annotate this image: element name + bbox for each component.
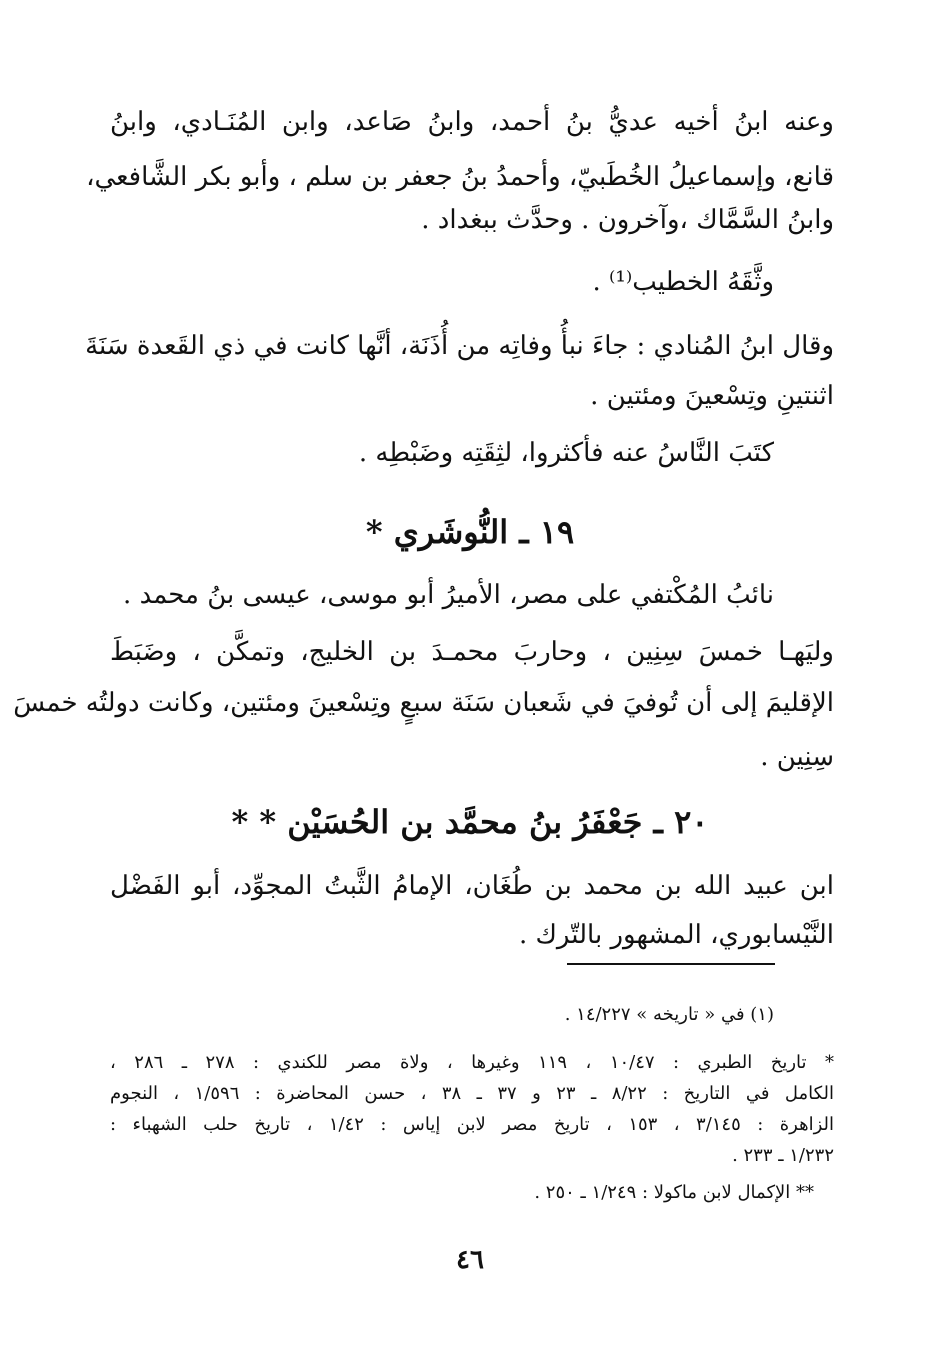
body-line: النَّيْسابوري، المشهور بالتّرك . <box>518 920 834 950</box>
body-line: قانع، وإسماعيلُ الخُطَبيّ، وأحمدُ بنُ جعفر بن سلم ، وأبو بكر الشَّافعي، <box>86 162 834 192</box>
body-line: اثنتينِ وتِسْعينَ ومئتين . <box>590 381 834 411</box>
body-line: كتَبَ النَّاسُ عنه فأكثروا، لثِقَتِه وضَبْطِه . <box>358 438 774 468</box>
footnote: ** الإكمال لابن ماكولا : ١/٢٤٩ ـ ٢٥٠ . <box>534 1182 814 1203</box>
entry-heading: ٢٠ ـ جَعْفَرُ بنُ محمَّد بن الحُسَيْن * * <box>231 803 709 841</box>
body-line: نائبُ المُكْتفي على مصر، الأميرُ أبو موسى، عيسى بنُ محمد . <box>123 580 774 610</box>
entry-heading: ١٩ ـ النُّوشَري * <box>365 513 575 551</box>
footnote-divider <box>567 963 775 965</box>
footnote-line: * تاريخ الطبري : ١٠/٤٧ ، ١١٩ وغيرها ، ولاة مصر للكندي : ٢٧٨ ـ ٢٨٦ ، <box>110 1052 835 1073</box>
body-line: سِنِين . <box>760 742 834 772</box>
body-line: وابنُ السَّمَّاك ،وآخرون . وحدَّث ببغداد . <box>421 205 834 235</box>
body-line: وليَهـا خمسَ سِنِين ، وحاربَ محمـدَ بن الخليج، وتمكَّن ، وضَبَطَ <box>110 637 834 667</box>
footnote: (١) في « تاريخه » ١٤/٢٢٧ . <box>564 1004 774 1025</box>
body-line: وعنه ابنُ أخيه عديُّ بنُ أحمد، وابنُ صَاعد، وابن المُنَـادي، وابنُ <box>110 107 834 137</box>
footnote-line: الزاهرة : ٣/١٤٥ ، ١٥٣ ، تاريخ مصر لابن إياس : ١/٤٢ ، تاريخ حلب الشهباء : <box>110 1114 834 1135</box>
footnote-line: الكامل في التاريخ : ٨/٢٢ ـ ٢٣ و ٣٧ ـ ٣٨ ، حسن المحاضرة : ١/٥٩٦ ، النجوم <box>110 1083 835 1104</box>
body-line: الإقليمَ إلى أن تُوفيَ في شَعبان سَنَة سبعٍ وتِسْعينَ ومئتين، وكانت دولتُه خمسَ <box>13 688 834 718</box>
body-line: وقال ابنُ المُنادي : جاءَ نبأُ وفاتِه من أُذَنَة، أنَّها كانت في ذي القَعدة سَنَةَ <box>85 331 834 361</box>
body-line: ابن عبيد الله بن محمد بن طُغَان، الإمامُ الثَّبتُ المجوِّد، أبو الفَضْل <box>110 871 834 901</box>
footnote-line: ١/٢٣٢ ـ ٢٣٣ . <box>732 1145 834 1166</box>
body-line: وثَّقَهُ الخطيب⁽¹⁾ . <box>592 267 774 297</box>
page-number: ٤٦ <box>456 1245 484 1275</box>
